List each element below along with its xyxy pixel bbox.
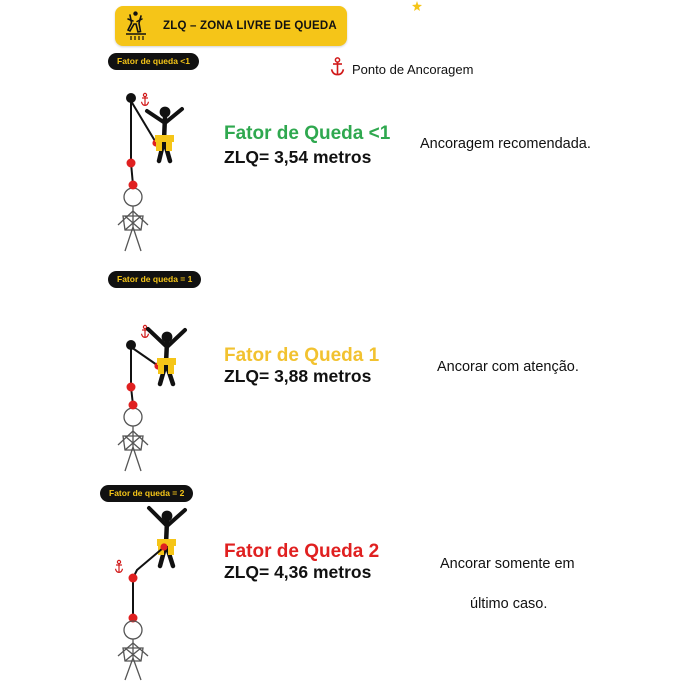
anchor-icon — [330, 57, 345, 81]
figure-fall-factor-1 — [85, 305, 225, 495]
advice-text-3-line2: último caso. — [470, 596, 548, 612]
falling-person-icon — [117, 6, 157, 46]
zlq-value-3: ZLQ= 4,36 metros — [224, 562, 372, 582]
fall-factor-title-2: Fator de Queda 1 — [224, 345, 380, 366]
advice-text-1: Ancoragem recomendada. — [420, 136, 591, 152]
anchor-legend — [330, 57, 473, 81]
fall-factor-title-3: Fator de Queda 2 — [224, 541, 380, 562]
section-tag-2: Fator de queda = 1 — [108, 271, 201, 288]
section-tag-1: Fator de queda <1 — [108, 53, 199, 70]
small-yellow-dot — [411, 0, 425, 14]
advice-text-2: Ancorar com atenção. — [437, 359, 579, 375]
advice-text-3: Ancorar somente em — [440, 556, 575, 572]
zlq-value-1: ZLQ= 3,54 metros — [224, 147, 372, 167]
fall-factor-title-1: Fator de Queda <1 — [224, 123, 391, 144]
anchor-legend-label: Ponto de Ancoragem — [352, 61, 474, 77]
header-title: ZLQ – ZONA LIVRE DE QUEDA — [163, 20, 337, 32]
header-banner — [115, 6, 347, 46]
figure-fall-factor-lt1 — [85, 85, 225, 275]
figure-fall-factor-2 — [85, 500, 225, 690]
section-tag-3: Fator de queda = 2 — [100, 485, 193, 502]
zlq-value-2: ZLQ= 3,88 metros — [224, 366, 372, 386]
